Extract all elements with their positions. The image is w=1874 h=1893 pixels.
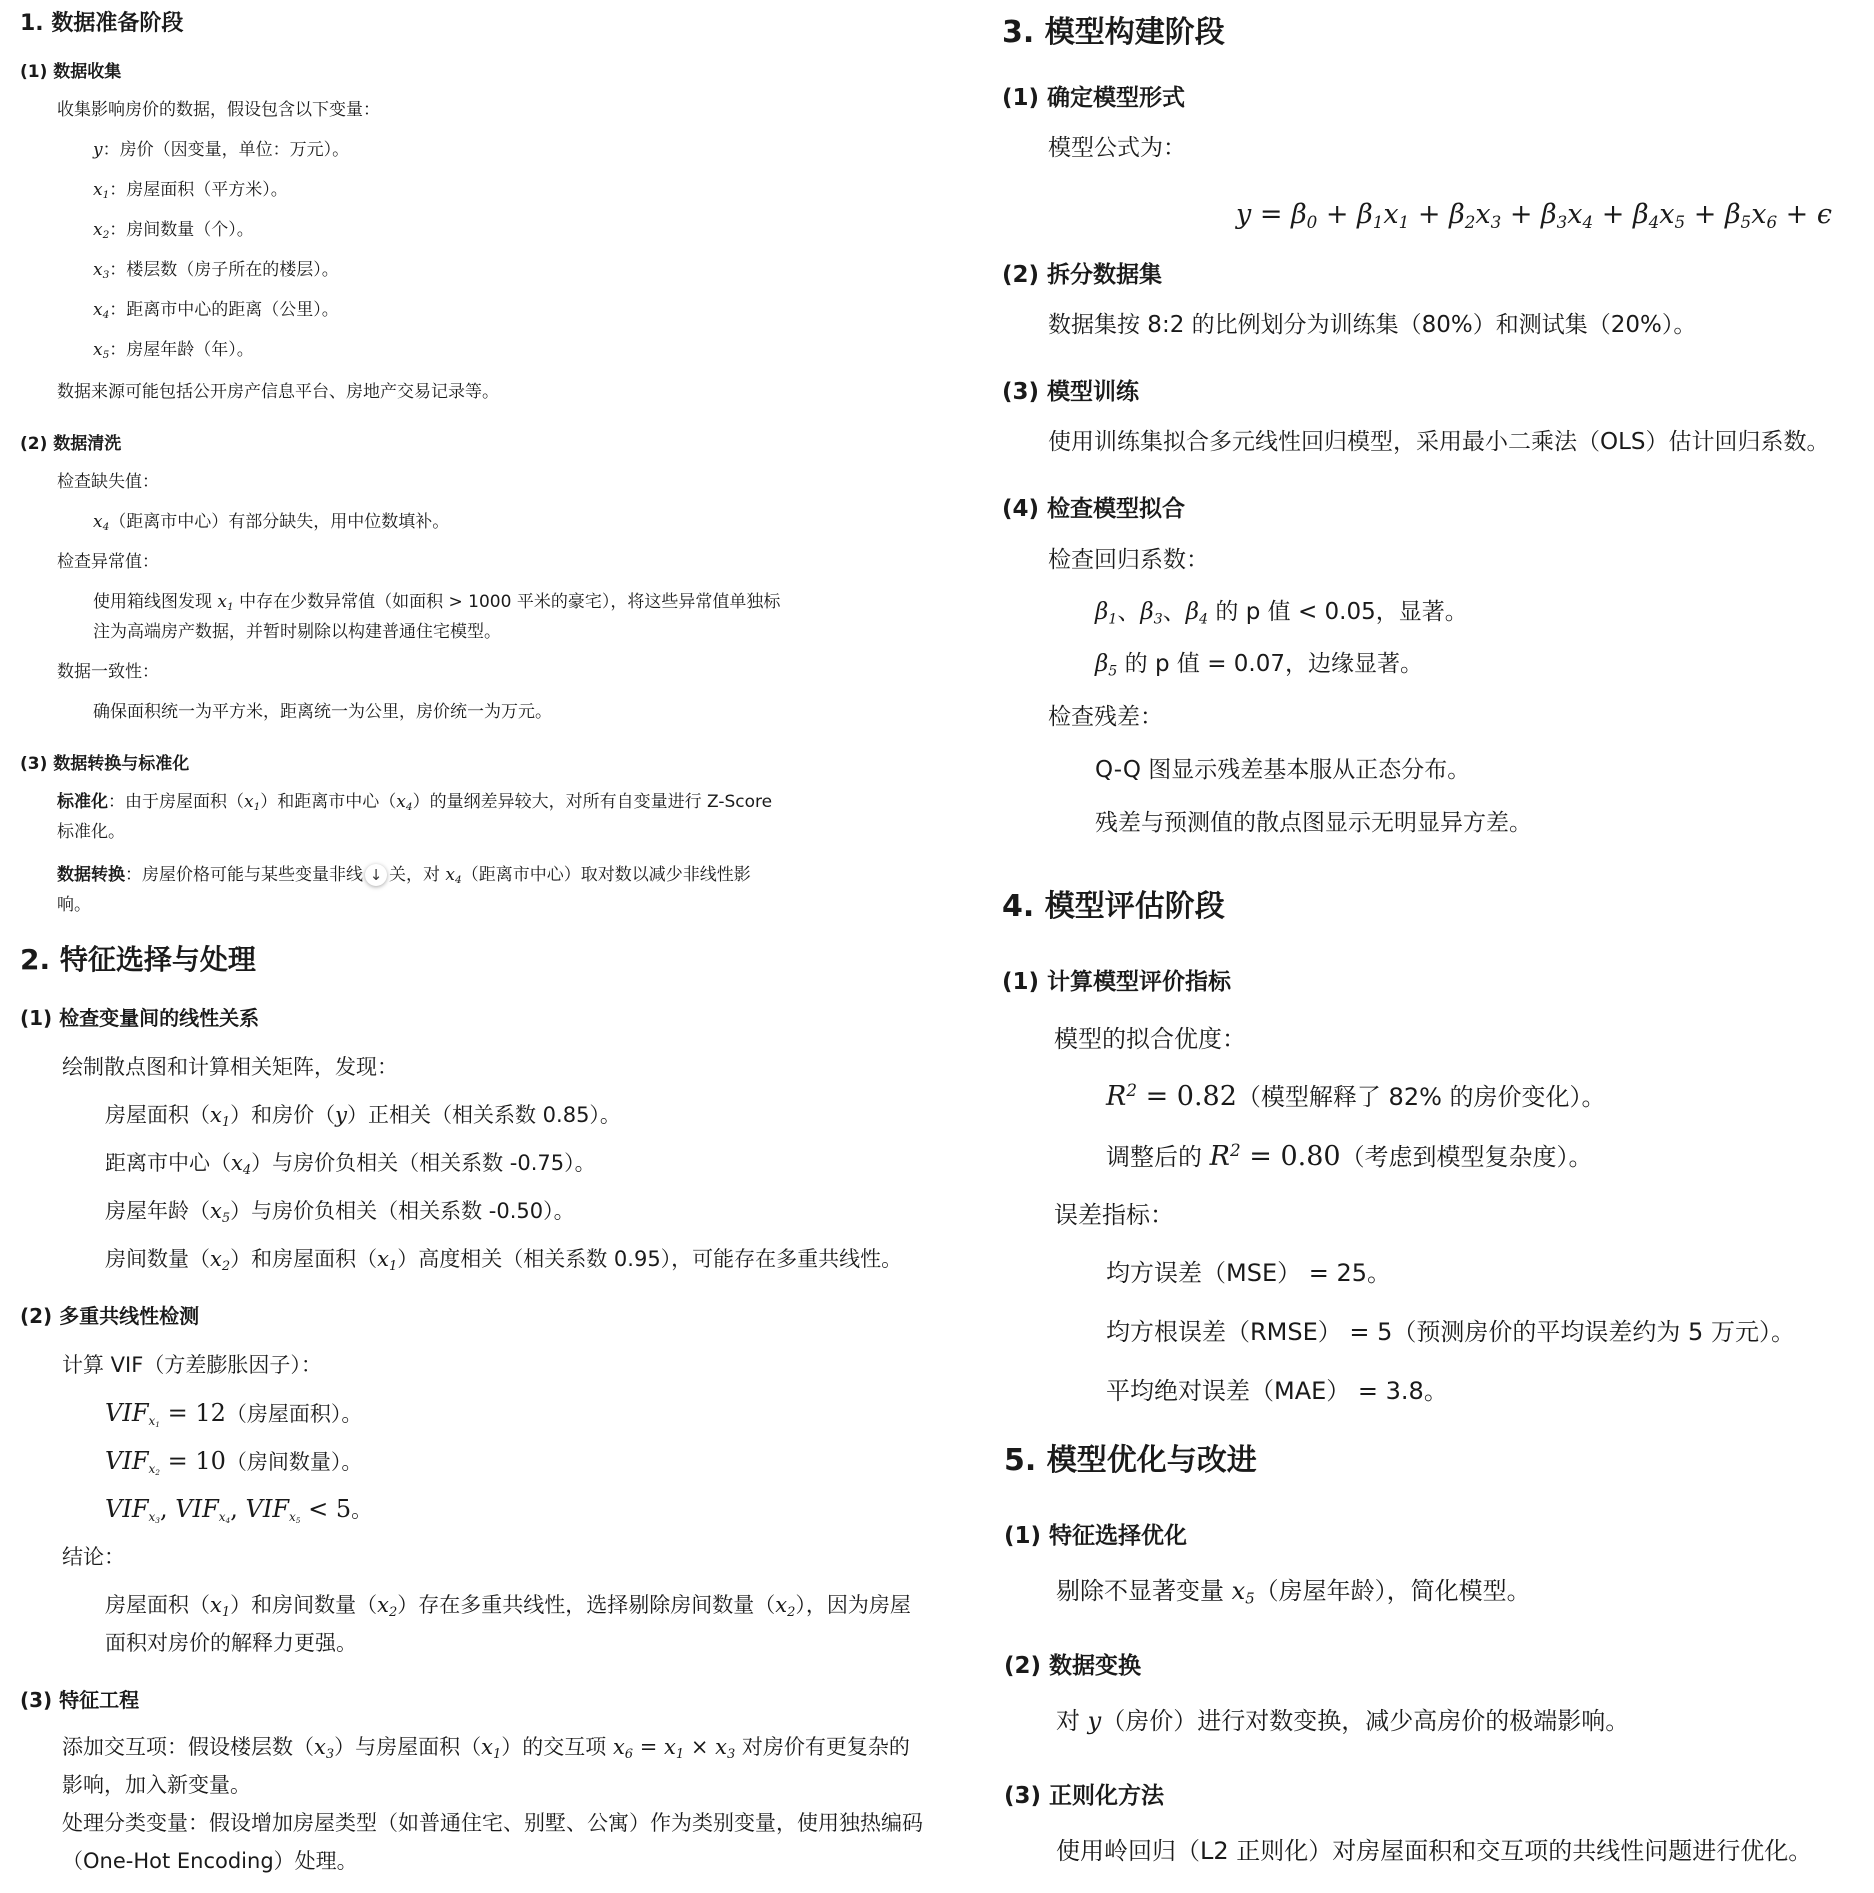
section-4-1-title: (1) 计算模型评价指标 [1002,969,1232,995]
section-3-3-title: (3) 模型训练 [1002,379,1140,405]
vif-intro: 计算 VIF（方差膨胀因子）： [62,1353,322,1377]
train-text: 使用训练集拟合多元线性回归模型，采用最小二乘法（OLS）估计回归系数。 [1048,429,1830,455]
outlier-label: 检查异常值： [57,552,159,572]
missing-label: 检查缺失值： [57,472,159,492]
categorical-text: 处理分类变量：假设增加房屋类型（如普通住宅、别墅、公寓）作为类别变量，使用独热编码 [62,1811,923,1835]
log-transform-text: 对 y（房价）进行对数变换，减少高房价的极端影响。 [1056,1707,1630,1735]
interaction-text-2: 影响，加入新变量。 [62,1773,251,1797]
conclusion-text-2: 面积对房价的解释力更强。 [105,1631,357,1655]
section-3-2-title: (2) 拆分数据集 [1002,262,1163,288]
resid-qq: Q-Q 图显示残差基本服从正态分布。 [1095,757,1471,783]
var-x4: $x_4$：距离市中心的距离（公里）。 [93,300,339,322]
standardize-text: 标准化：由于房屋面积$(x_1)$和距离市中心$(x_4)$的量纲差异较大，对所有自变量进行 Z-Score [57,792,773,814]
consistency-label: 数据一致性： [57,662,159,682]
var-x5: $x_5$：房屋年龄（年）。 [93,340,254,362]
section-5-3-title: (3) 正则化方法 [1004,1783,1165,1809]
mse-text: 均方误差（MSE） = 25。 [1106,1259,1392,1287]
r-squared: $R^2 = 0.82$（模型解释了 82% 的房价变化）。 [1106,1079,1606,1112]
section-2-1-title: (1) 检查变量间的线性关系 [20,1006,260,1030]
consistency-text: 确保面积统一为平方米，距离统一为公里，房价统一为万元。 [93,702,552,722]
coef-label: 检查回归系数： [1048,547,1209,573]
conclusion-label: 结论： [62,1545,125,1569]
vif-others: $VIF_{x_3}$, $VIF_{x_4}$, $VIF_{x_5} < 5$。 [105,1495,373,1525]
section-2-2-title: (2) 多重共线性检测 [20,1304,200,1328]
section-5-1-title: (1) 特征选择优化 [1004,1523,1188,1549]
adj-r-squared: 调整后的 $R^2 = 0.80$（考虑到模型复杂度）。 [1106,1139,1593,1172]
section-2-3-title: (3) 特征工程 [20,1688,140,1712]
outlier-text: 使用箱线图发现 $x_1$ 中存在少数异常值（如面积 > 1000 平米的豪宅），将这些异常值单独标 [93,592,781,614]
corr-item-4: 房间数量$(x_2)$和房屋面积$(x_1)$高度相关（相关系数 0.95），可能存在多重共线性。 [105,1247,903,1274]
fit-label: 模型的拟合优度： [1054,1025,1246,1053]
collect-intro: 收集影响房价的数据，假设包含以下变量： [57,100,380,120]
corr-item-2: 距离市中心$(x_4)$与房价负相关（相关系数 -0.75）。 [105,1151,596,1178]
vif-x2: $VIF_{x_2} = 10$（房间数量）。 [105,1447,363,1477]
section-1-3-title: (3) 数据转换与标准化 [20,754,190,774]
corr-item-1: 房屋面积$(x_1)$和房价（y）正相关（相关系数 0.85）。 [105,1103,621,1130]
section-4-title: 4. 模型评估阶段 [1002,889,1225,924]
vif-x1: $VIF_{x_1} = 12$（房屋面积）。 [105,1399,363,1429]
transform-text: 数据转换：房屋价格可能与某些变量非线 ↓ 关，对 $x_4$（距离市中心）取对数以减少非线性影 [57,865,751,887]
interaction-text: 添加交互项：假设楼层数$(x_3)$与房屋面积$(x_1)$的交互项 $x_6 = x_1 \times x_3$ 对房价有更复杂的 [62,1735,910,1762]
mae-text: 平均绝对误差（MAE） = 3.8。 [1106,1377,1448,1405]
section-3-1-title: (1) 确定模型形式 [1002,85,1186,111]
var-x2: $x_2$：房间数量（个）。 [93,220,254,242]
data-source: 数据来源可能包括公开房产信息平台、房地产交易记录等。 [57,382,499,402]
section-5-title: 5. 模型优化与改进 [1004,1443,1257,1478]
error-label: 误差指标： [1054,1201,1174,1229]
outlier-text-2: 注为高端房产数据，并暂时剔除以构建普通住宅模型。 [93,622,501,642]
section-1-1-title: (1) 数据收集 [20,62,122,82]
section-3-4-title: (4) 检查模型拟合 [1002,496,1186,522]
resid-scatter: 残差与预测值的散点图显示无明显异方差。 [1095,810,1532,836]
section-1-2-title: (2) 数据清洗 [20,434,122,454]
section-1-title: 1. 数据准备阶段 [20,11,184,36]
var-y: y：房价（因变量，单位：万元）。 [93,140,350,160]
corr-item-3: 房屋年龄$(x_5)$与房价负相关（相关系数 -0.50）。 [105,1199,575,1226]
missing-text: $x_4$（距离市中心）有部分缺失，用中位数填补。 [93,512,450,534]
var-x1: $x_1$：房屋面积（平方米）。 [93,180,288,202]
model-formula: $y = \beta_0 + \beta_1x_1 + \beta_2x_3 + \beta_3x_4 + \beta_4x_5 + \beta_5x_6 + \epsilon$ [1236,199,1833,233]
coef-marginal: $\beta_5$ 的 p 值 = 0.07，边缘显著。 [1095,651,1424,680]
feature-opt-text: 剔除不显著变量 $x_5$（房屋年龄），简化模型。 [1056,1577,1531,1608]
scroll-down-icon[interactable]: ↓ [365,864,387,886]
corr-intro: 绘制散点图和计算相关矩阵，发现： [62,1055,398,1079]
rmse-text: 均方根误差（RMSE） = 5（预测房价的平均误差约为 5 万元）。 [1106,1318,1795,1346]
model-formula-intro: 模型公式为： [1048,135,1186,161]
transform-text-2: 响。 [57,895,91,915]
conclusion-text: 房屋面积$(x_1)$和房间数量$(x_2)$存在多重共线性，选择剔除房间数量$(x_2)$，因为房屋 [105,1593,911,1620]
var-x3: $x_3$：楼层数（房子所在的楼层）。 [93,260,339,282]
resid-label: 检查残差： [1048,704,1163,730]
section-5-2-title: (2) 数据变换 [1004,1653,1142,1679]
section-3-title: 3. 模型构建阶段 [1002,15,1225,50]
section-2-title: 2. 特征选择与处理 [20,943,256,976]
categorical-text-2: （One-Hot Encoding）处理。 [62,1849,358,1873]
coef-significant: $\beta_1$、$\beta_3$、$\beta_4$ 的 p 值 < 0.05，显著。 [1095,599,1468,628]
ridge-text: 使用岭回归（L2 正则化）对房屋面积和交互项的共线性问题进行优化。 [1056,1837,1813,1865]
standardize-text-2: 标准化。 [57,822,125,842]
split-text: 数据集按 8:2 的比例划分为训练集（80%）和测试集（20%）。 [1048,312,1697,338]
